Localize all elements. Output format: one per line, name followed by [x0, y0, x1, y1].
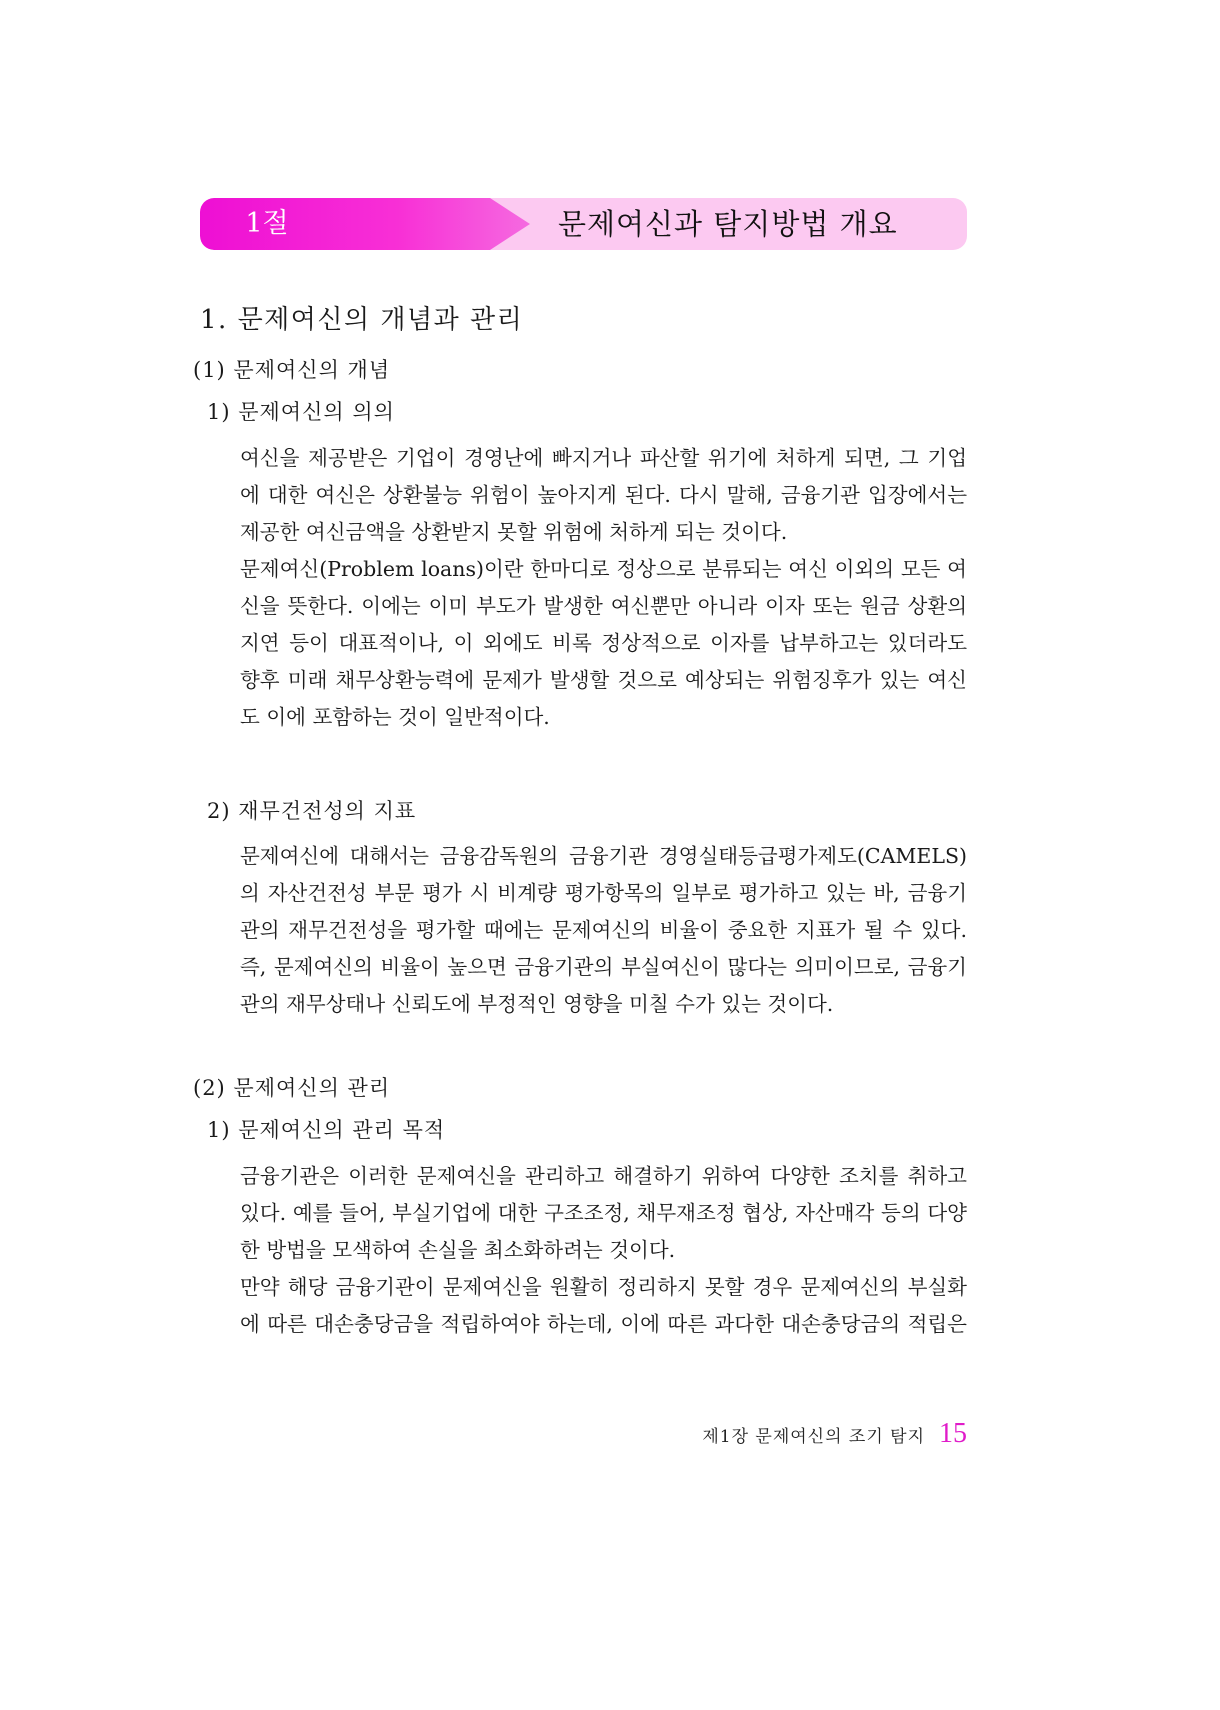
- paragraph-block-1: [240, 440, 967, 736]
- text-line: 만약 해당 금융기관이 문제여신을 원활히 정리하지 못할 경우 문제여신의 부실화: [240, 1275, 967, 1299]
- chapter-title: 제1장 문제여신의 조기 탐지: [702, 1427, 925, 1447]
- text-line: 관의 재무상태나 신뢰도에 부정적인 영향을 미칠 수가 있는 것이다.: [240, 992, 834, 1016]
- subsection-title-2: (2) 문제여신의 관리: [193, 1076, 391, 1100]
- page-number: 15: [939, 1418, 967, 1449]
- text-line: 향후 미래 채무상환능력에 문제가 발생할 것으로 예상되는 위험징후가 있는 여신: [240, 668, 967, 692]
- text-line: 있다. 예를 들어, 부실기업에 대한 구조조정, 채무재조정 협상, 자산매각 등의 다양: [240, 1201, 967, 1225]
- text-line: 여신을 제공받은 기업이 경영난에 빠지거나 파산할 위기에 처하게 되면, 그 기업: [240, 446, 967, 470]
- text-line: 지연 등이 대표적이나, 이 외에도 비록 정상적으로 이자를 납부하고는 있더라도: [240, 631, 967, 655]
- text-line: 즉, 문제여신의 비율이 높으면 금융기관의 부실여신이 많다는 의미이므로, 금융기: [240, 955, 967, 979]
- text-line: 금융기관은 이러한 문제여신을 관리하고 해결하기 위하여 다양한 조치를 취하고: [240, 1164, 967, 1188]
- section-banner: [200, 198, 967, 250]
- text-line: 문제여신에 대해서는 금융감독원의 금융기관 경영실태등급평가제도(CAMELS): [240, 844, 967, 868]
- text-line: 의 자산건전성 부문 평가 시 비계량 평가항목의 일부로 평가하고 있는 바, 금융기: [240, 881, 968, 905]
- paragraph-block-2: [240, 838, 967, 1023]
- paragraph-block-3: [240, 1158, 967, 1343]
- heading-1: 1. 문제여신의 개념과 관리: [200, 305, 524, 335]
- subsubsection-title-1-1: 1) 문제여신의 의의: [207, 400, 395, 424]
- subsubsection-title-1-2: 2) 재무건전성의 지표: [207, 799, 417, 823]
- text-line: 에 따른 대손충당금을 적립하여야 하는데, 이에 따른 과다한 대손충당금의 적립은: [240, 1312, 967, 1336]
- page-footer: [702, 1418, 967, 1450]
- text-line: 관의 재무건전성을 평가할 때에는 문제여신의 비율이 중요한 지표가 될 수 있다.: [240, 918, 967, 942]
- text-line: 한 방법을 모색하여 손실을 최소화하려는 것이다.: [240, 1238, 676, 1262]
- section-number: 1절: [245, 208, 289, 239]
- text-line: 제공한 여신금액을 상환받지 못할 위험에 처하게 되는 것이다.: [240, 520, 788, 544]
- text-line: 신을 뜻한다. 이에는 이미 부도가 발생한 여신뿐만 아니라 이자 또는 원금 상환의: [240, 594, 967, 618]
- text-line: 에 대한 여신은 상환불능 위험이 높아지게 된다. 다시 말해, 금융기관 입장에서는: [240, 483, 967, 507]
- subsection-title-1: (1) 문제여신의 개념: [193, 358, 391, 382]
- text-line: 도 이에 포함하는 것이 일반적이다.: [240, 705, 550, 729]
- section-title: 문제여신과 탐지방법 개요: [558, 207, 898, 241]
- text-line: 문제여신(Problem loans)이란 한마디로 정상으로 분류되는 여신 이외의 모든 여: [240, 557, 967, 581]
- subsubsection-title-2-1: 1) 문제여신의 관리 목적: [207, 1118, 446, 1142]
